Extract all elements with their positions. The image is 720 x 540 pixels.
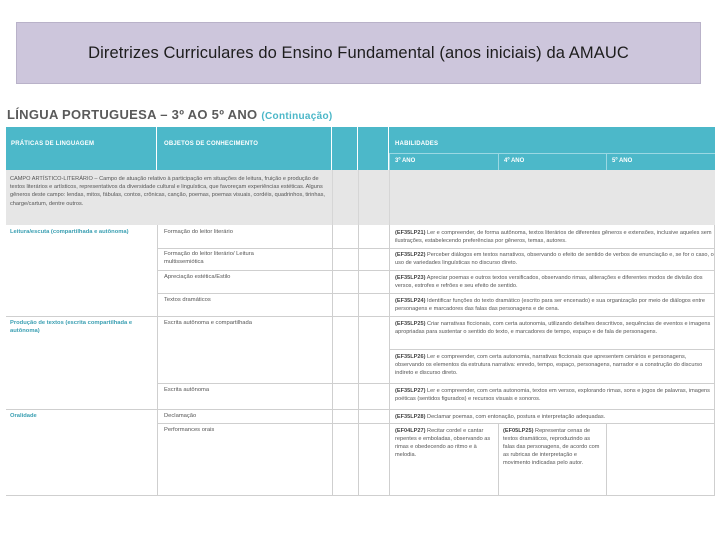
habilidade-code: (EF05LP25) (503, 428, 534, 434)
banner-title: Diretrizes Curriculares do Ensino Fundamental (anos iniciais) da AMAUC (88, 43, 629, 62)
habilidade-ef04lp27 (395, 427, 493, 459)
divider (157, 225, 158, 495)
pratica-oralidade: Oralidade (10, 413, 37, 419)
divider (606, 423, 607, 495)
habilidade-text: Identificar funções do texto dramático (escrito para ser encenado) e sua organização por meio de diálogos entre personagens e marcadores das falas das personagens e de cena. (395, 298, 706, 312)
habilidade-ef35lp25 (395, 320, 715, 336)
subheader-3ano: 3º ANO (395, 158, 416, 164)
habilidade-code: (EF35LP21) (395, 230, 426, 236)
habilidade-text: Ler e compreender, com certa autonomia, textos em versos, explorando rimas, sons e jogos de palavras, imagens poéticas (sentidos figurados) e recursos visuais e sonoros. (395, 388, 710, 402)
objeto-escrita-compartilhada: Escrita autônoma e compartilhada (164, 320, 252, 326)
objeto-declamacao: Declamação (164, 413, 197, 419)
habilidade-code: (EF04LP27) (395, 428, 426, 434)
habilidade-code: (EF35LP23) (395, 275, 426, 281)
habilidade-text: Recitar cordel e cantar repentes e emboladas, observando as rimas e obedecendo ao ritmo e à melodia. (395, 428, 491, 458)
habilidade-ef35lp28 (395, 413, 715, 421)
habilidade-text: Perceber diálogos em textos narrativos, observando o efeito de sentido de verbos de enunciação e, se for o caso, o uso de variedades linguísticas no discurso direto. (395, 252, 714, 266)
subheader-4ano: 4º ANO (504, 158, 525, 164)
subheader-5ano: 5º ANO (612, 158, 633, 164)
habilidade-code: (EF35LP22) (395, 252, 426, 258)
continuation-label: (Continuação) (261, 111, 333, 122)
divider (157, 293, 715, 294)
campo-description: CAMPO ARTÍSTICO-LITERÁRIO – Campo de atuação relativo à participação em situações de leitura, fruição e produção de textos literários e artísticos, representativos da diversidade cultural e linguística, que favoreçam experiências estéticas. Alguns gêneros deste campo: lendas, mitos, fábulas, contos, crônicas, canção, poemas, poemas visuais, cordéis, quadrinhos, tirinhas, charge/cartum, dentre outros. (10, 176, 325, 207)
section-heading (7, 107, 333, 122)
divider (332, 225, 333, 495)
divider (157, 270, 715, 271)
habilidade-ef35lp27 (395, 387, 715, 403)
habilidade-code: (EF35LP27) (395, 388, 426, 394)
habilidade-code: (EF35LP25) (395, 321, 426, 327)
header-objetos-cell (157, 127, 331, 170)
objeto-formacao-multissemiotica: Formação do leitor literário/ Leitura multissemiótica (164, 251, 254, 265)
objeto-formacao-leitor: Formação do leitor literário (164, 229, 233, 235)
habilidade-text: Ler e compreender, com certa autonomia, narrativas ficcionais que apresentem cenários e personagens, observando os elementos da estrutura narrativa: enredo, tempo, espaço, personagens, narrador e a construção do discurso indireto e discurso direto. (395, 354, 703, 376)
habilidade-ef05lp25 (503, 427, 601, 467)
pratica-leitura: Leitura/escuta (compartilhada e autônoma) (10, 229, 129, 235)
habilidade-text: Representar cenas de textos dramáticos, reproduzindo as falas das personagens, de acordo com as rubricas de interpretação e movimento indicadas pelo autor. (503, 428, 600, 466)
habilidade-text: Criar narrativas ficcionais, com certa autonomia, utilizando detalhes descritivos, sequências de eventos e imagens apropriadas para sustentar o sentido do texto, e marcadores de tempo, espaço e de fala de personagens. (395, 321, 711, 335)
habilidade-text: Declamar poemas, com entonação, postura e interpretação adequadas. (427, 414, 606, 420)
divider (389, 349, 715, 350)
habilidade-code: (EF35LP28) (395, 414, 426, 420)
objeto-escrita-autonoma: Escrita autônoma (164, 387, 210, 393)
habilidade-text: Apreciar poemas e outros textos versificados, observando rimas, aliterações e diferentes modos de divisão dos versos, estrofes e refrões e seu efeito de sentido. (395, 275, 703, 289)
habilidade-ef35lp22 (395, 251, 715, 267)
divider (358, 170, 359, 225)
divider (6, 495, 715, 496)
header-habilidades: HABILIDADES (395, 141, 439, 147)
divider (157, 423, 715, 424)
habilidade-text: Ler e compreender, de forma autônoma, textos literários de diferentes gêneros e extensões, inclusive aqueles sem ilustrações, estabelecendo preferências por gêneros, temas, autores. (395, 230, 712, 244)
divider (6, 409, 715, 410)
section-heading-text: LÍNGUA PORTUGUESA – 3º AO 5º ANO (7, 107, 258, 122)
divider (6, 316, 715, 317)
objeto-performances-orais: Performances orais (164, 427, 215, 433)
divider (157, 248, 715, 249)
habilidade-ef35lp26 (395, 353, 715, 377)
objeto-apreciacao-estetica: Apreciação estética/Estilo (164, 274, 231, 280)
title-banner (16, 22, 701, 84)
divider (498, 423, 499, 495)
curriculum-table (6, 127, 715, 495)
divider (389, 170, 390, 225)
header-spacer-cell (332, 127, 357, 170)
pratica-producao: Produção de textos (escrita compartilhada e autônoma) (10, 320, 133, 334)
habilidade-ef35lp23 (395, 274, 715, 290)
habilidade-ef35lp24 (395, 297, 715, 313)
divider (157, 383, 715, 384)
divider (332, 170, 333, 225)
divider (389, 225, 390, 495)
habilidade-code: (EF35LP26) (395, 354, 426, 360)
header-objetos: OBJETOS DE CONHECIMENTO (164, 141, 259, 147)
header-spacer-cell (358, 127, 388, 170)
divider (358, 225, 359, 495)
header-praticas-cell (6, 127, 156, 170)
habilidade-code: (EF35LP24) (395, 298, 426, 304)
habilidade-ef35lp21 (395, 229, 715, 245)
header-praticas: PRÁTICAS DE LINGUAGEM (11, 141, 95, 147)
objeto-textos-dramaticos: Textos dramáticos (164, 297, 211, 303)
